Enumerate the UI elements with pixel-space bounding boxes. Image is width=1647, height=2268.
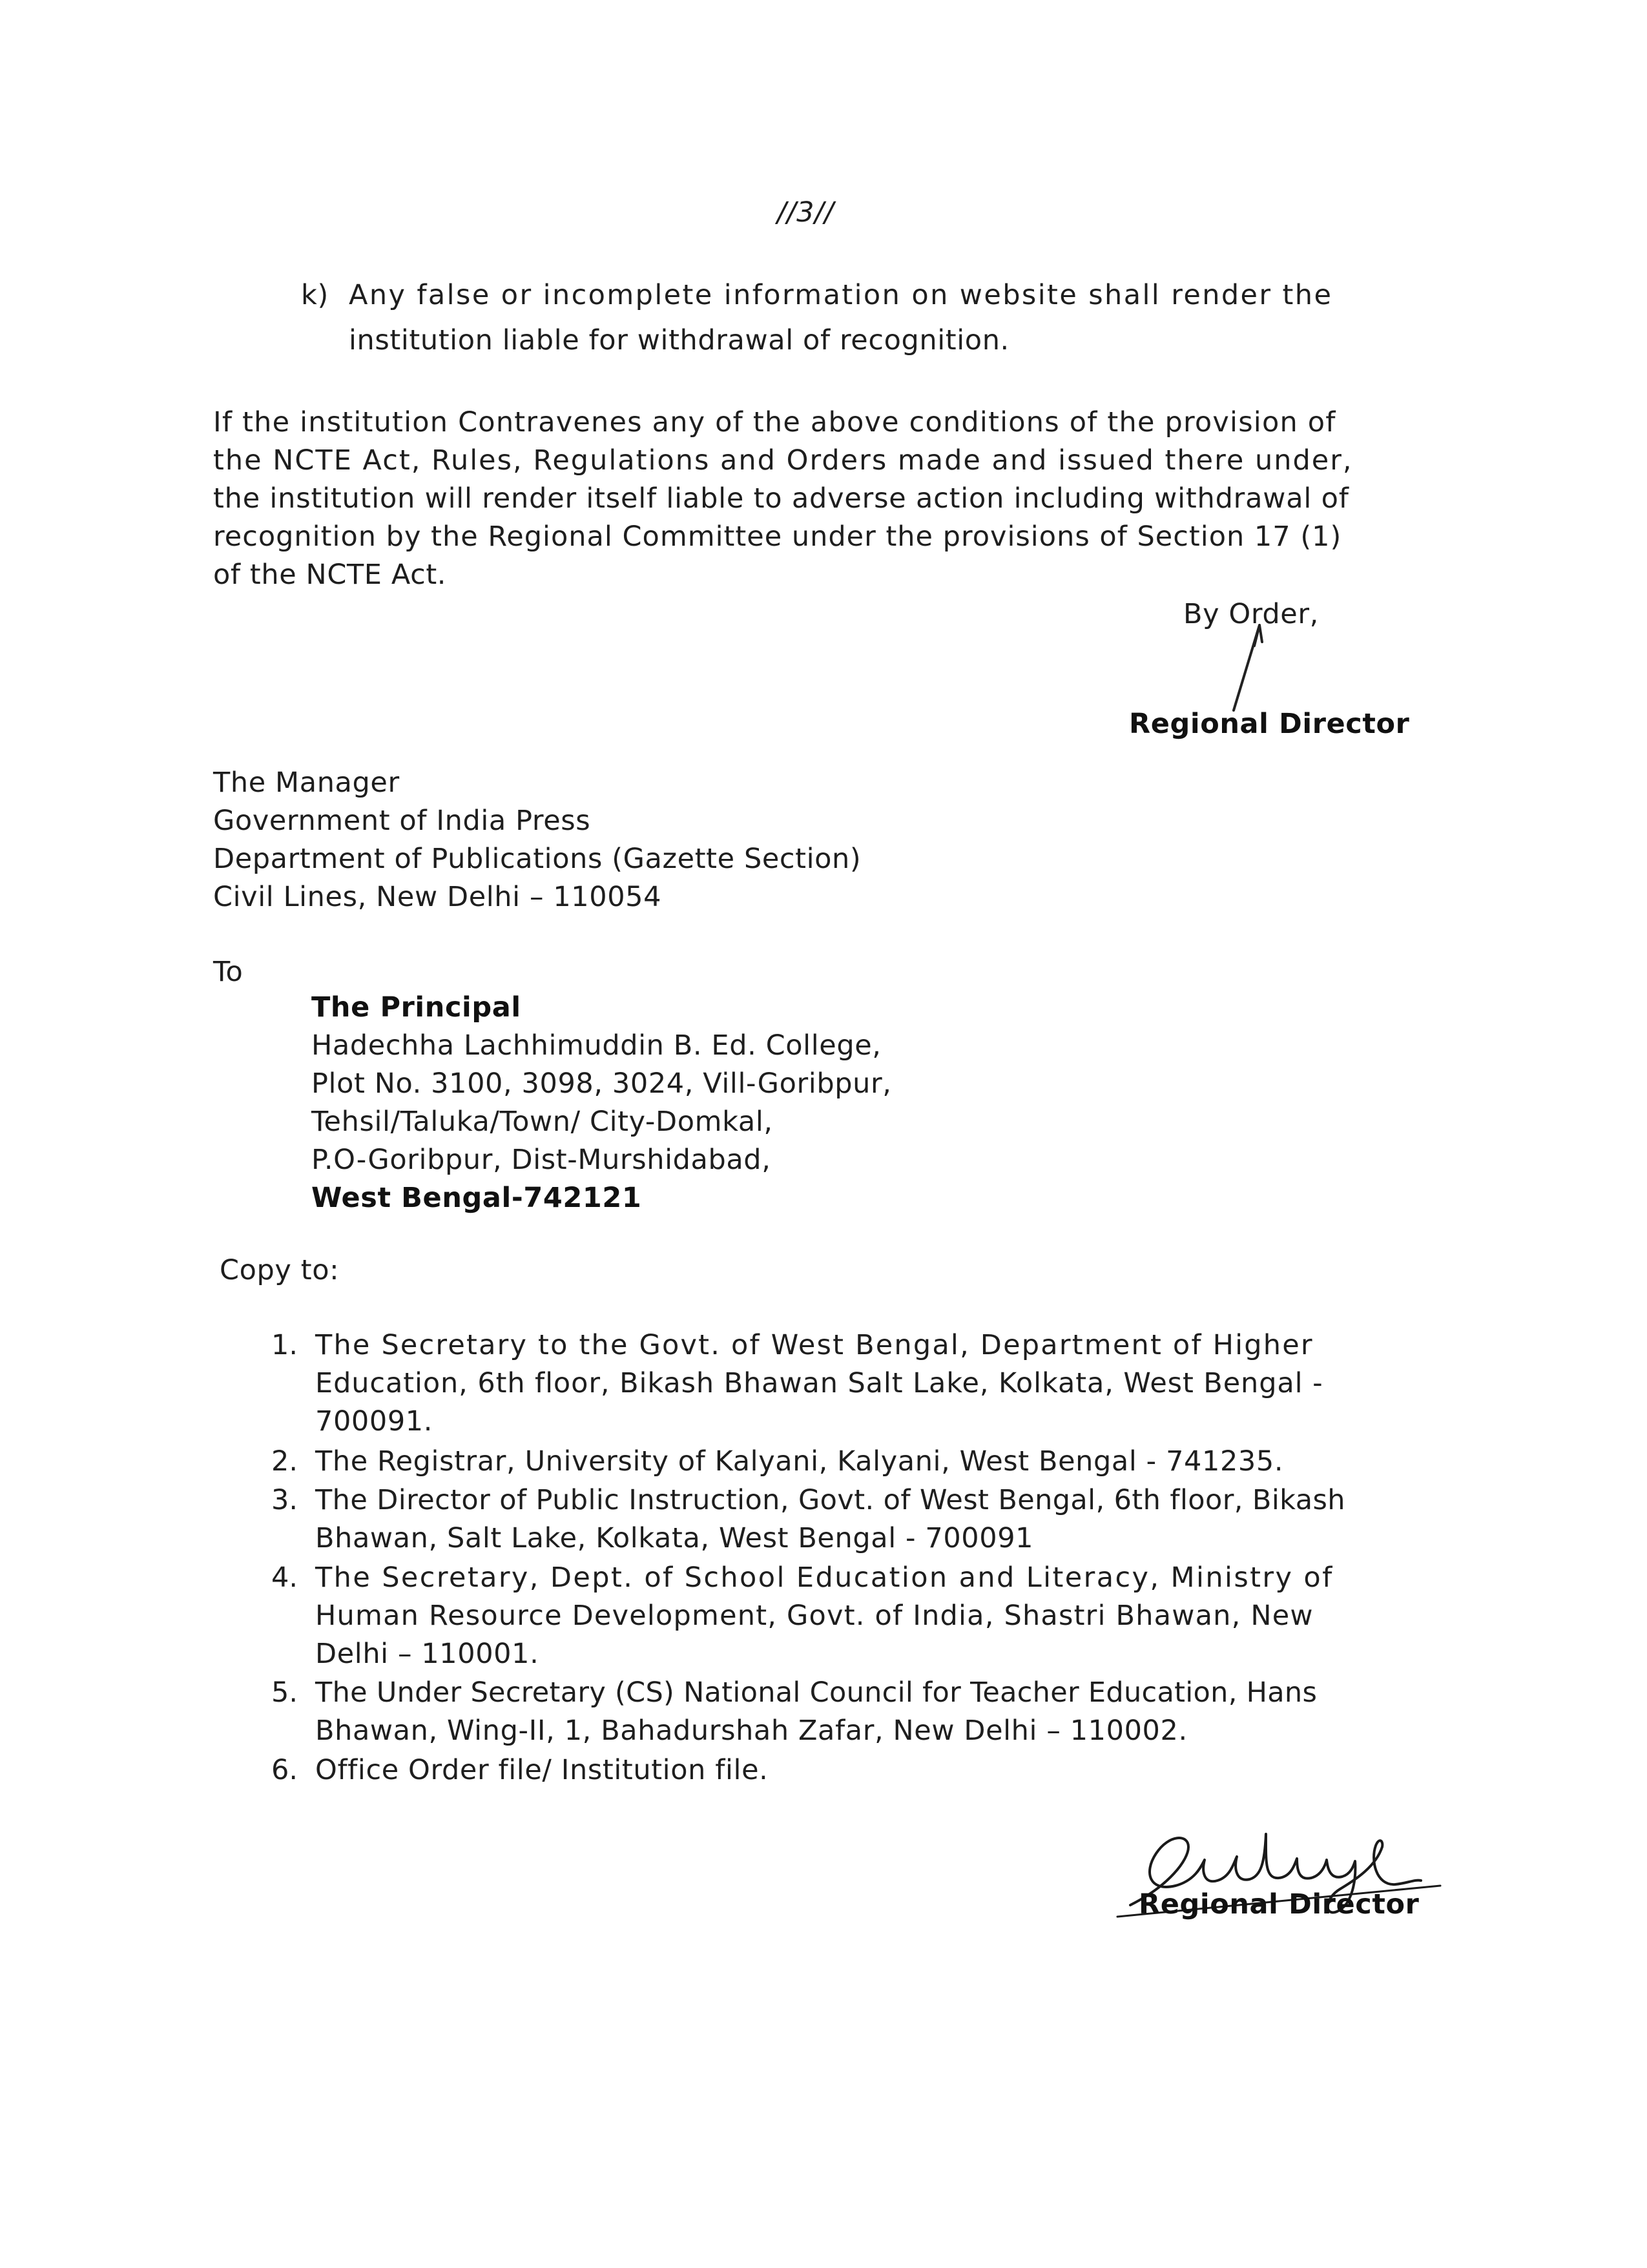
- copy-item-4-line-2: Human Resource Development, Govt. of India, Shastri Bhawan, New: [315, 1600, 1314, 1632]
- copy-item-3-line-2: Bhawan, Salt Lake, Kolkata, West Bengal - 700091: [315, 1522, 1034, 1554]
- paragraph-line-3: the institution will render itself liable to adverse action including withdrawal of: [213, 482, 1349, 515]
- copy-item-3-line-1: The Director of Public Instruction, Govt. of West Bengal, 6th floor, Bikash: [315, 1484, 1345, 1516]
- manager-line-2: Government of India Press: [213, 805, 591, 837]
- copy-item-2-number: 2.: [271, 1445, 298, 1478]
- copy-item-5-line-2: Bhawan, Wing-II, 1, Bahadurshah Zafar, New Delhi – 110002.: [315, 1715, 1188, 1747]
- condition-k-label: k): [301, 279, 329, 311]
- copy-to-label: Copy to:: [220, 1254, 340, 1286]
- principal-last-line: West Bengal-742121: [311, 1182, 642, 1214]
- principal-line-1: Hadechha Lachhimuddin B. Ed. College,: [311, 1029, 882, 1062]
- copy-item-5-line-1: The Under Secretary (CS) National Council for Teacher Education, Hans: [315, 1676, 1318, 1709]
- paragraph-line-1: If the institution Contravenes any of the above conditions of the provision of: [213, 406, 1336, 438]
- copy-item-5-number: 5.: [271, 1676, 298, 1709]
- principal-line-4: P.O-Goribpur, Dist-Murshidabad,: [311, 1144, 771, 1176]
- copy-item-1-number: 1.: [271, 1329, 298, 1361]
- signatory-2-title: Regional Director: [1139, 1888, 1420, 1921]
- manager-line-4: Civil Lines, New Delhi – 110054: [213, 881, 662, 913]
- manager-line-3: Department of Publications (Gazette Section): [213, 843, 862, 875]
- manager-line-1: The Manager: [213, 767, 400, 799]
- copy-item-6-number: 6.: [271, 1754, 298, 1786]
- paragraph-line-2: the NCTE Act, Rules, Regulations and Orders made and issued there under,: [213, 444, 1353, 477]
- copy-item-1-line-2: Education, 6th floor, Bikash Bhawan Salt Lake, Kolkata, West Bengal -: [315, 1367, 1323, 1399]
- condition-k-line-2: institution liable for withdrawal of recognition.: [349, 324, 1010, 356]
- copy-item-4-line-3: Delhi – 110001.: [315, 1638, 539, 1670]
- principal-title: The Principal: [311, 991, 521, 1024]
- copy-item-1-line-3: 700091.: [315, 1405, 433, 1438]
- initial-mark-icon: [1214, 620, 1292, 717]
- copy-item-4-number: 4.: [271, 1562, 298, 1594]
- principal-line-3: Tehsil/Taluka/Town/ City-Domkal,: [311, 1106, 773, 1138]
- to-label: To: [213, 956, 243, 988]
- copy-item-6-line-1: Office Order file/ Institution file.: [315, 1754, 769, 1786]
- paragraph-line-4: recognition by the Regional Committee under the provisions of Section 17 (1): [213, 521, 1342, 553]
- copy-item-2-line-1: The Registrar, University of Kalyani, Kalyani, West Bengal - 741235.: [315, 1445, 1284, 1478]
- principal-line-2: Plot No. 3100, 3098, 3024, Vill-Goribpur,: [311, 1067, 892, 1100]
- signatory-1-title: Regional Director: [1129, 708, 1410, 740]
- page-marker: //3//: [777, 196, 834, 229]
- by-order-text: By Order,: [1183, 598, 1319, 630]
- copy-item-3-number: 3.: [271, 1484, 298, 1516]
- copy-item-4-line-1: The Secretary, Dept. of School Education and Literacy, Ministry of: [315, 1562, 1334, 1594]
- copy-item-1-line-1: The Secretary to the Govt. of West Bengal, Department of Higher: [315, 1329, 1314, 1361]
- paragraph-line-5: of the NCTE Act.: [213, 559, 447, 591]
- condition-k-line-1: Any false or incomplete information on website shall render the: [349, 279, 1333, 311]
